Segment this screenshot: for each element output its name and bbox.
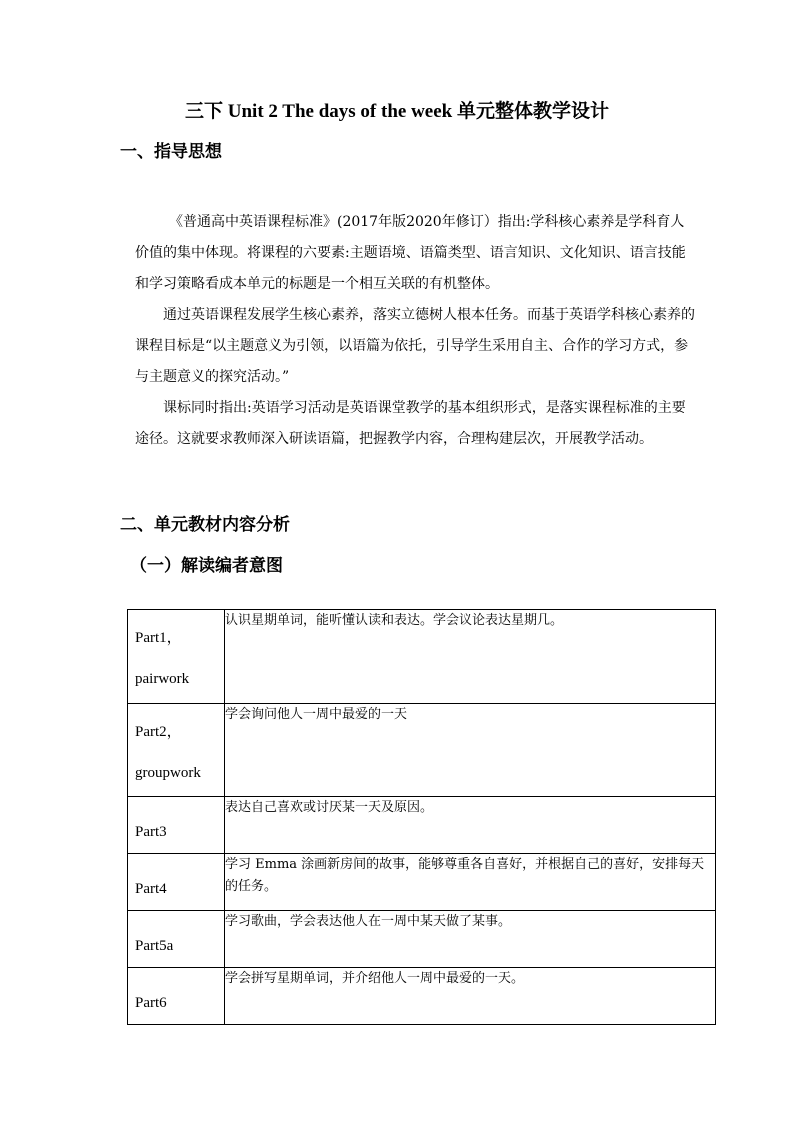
table-row: [128, 704, 716, 797]
part-cell: [128, 797, 225, 854]
paragraph: 《普通高中英语课程标准》(2017年版2020年修订）指出:学科核心素养是学科育人价值的集中体现。将课程的六要素:主题语境、语篇类型、语言知识、文化知识、语言技能和学习策略看成本单元的标题是一个相互关联的有机整体。: [135, 214, 686, 292]
section-heading-content-analysis: 二、单元教材内容分析: [120, 515, 290, 535]
part-mode: groupwork: [135, 765, 201, 781]
part-name: Part6: [135, 995, 167, 1011]
part-name: Part4: [135, 881, 167, 897]
part-name: Part1，: [135, 630, 182, 646]
part-description: 认识星期单词，能听懂认读和表达。学会议论表达星期几。: [225, 610, 716, 704]
subsection-heading: （一）解读编者意图: [130, 556, 283, 576]
table-row: [128, 911, 716, 968]
document-title: 三下 Unit 2 The days of the week 单元整体教学设计: [185, 101, 609, 122]
part-description: 学习 Emma 涂画新房间的故事，能够尊重各自喜好，并根据自己的喜好，安排每天的任务。: [225, 854, 716, 911]
section-heading-guiding-idea: 一、指导思想: [120, 142, 222, 162]
table-row: [128, 854, 716, 911]
part-cell: [128, 911, 225, 968]
guiding-idea-body: [135, 207, 695, 455]
part-name: Part2，: [135, 724, 182, 740]
table-row: [128, 797, 716, 854]
part-description: 学会拼写星期单词，并介绍他人一周中最爱的一天。: [225, 968, 716, 1025]
part-cell: [128, 704, 225, 797]
table-row: [128, 968, 716, 1025]
unit-parts-table: [127, 609, 716, 1025]
paragraph: 课标同时指出:英语学习活动是英语课堂教学的基本组织形式，是落实课程标准的主要途径。这就要求教师深入研读语篇，把握教学内容，合理构建层次，开展教学活动。: [135, 400, 686, 447]
part-name: Part3: [135, 824, 167, 840]
part-cell: [128, 854, 225, 911]
part-cell: [128, 610, 225, 704]
part-name: Part5a: [135, 938, 174, 954]
part-cell: [128, 968, 225, 1025]
part-description: 表达自己喜欢或讨厌某一天及原因。: [225, 797, 716, 854]
table-row: [128, 610, 716, 704]
part-mode: pairwork: [135, 671, 190, 687]
part-description: 学会询问他人一周中最爱的一天: [225, 704, 716, 797]
part-description: 学习歌曲，学会表达他人在一周中某天做了某事。: [225, 911, 716, 968]
paragraph: 通过英语课程发展学生核心素养，落实立德树人根本任务。而基于英语学科核心素养的课程目标是“以主题意义为引领，以语篇为依托，引导学生采用自主、合作的学习方式，参与主题意义的探究活动。”: [135, 307, 695, 385]
